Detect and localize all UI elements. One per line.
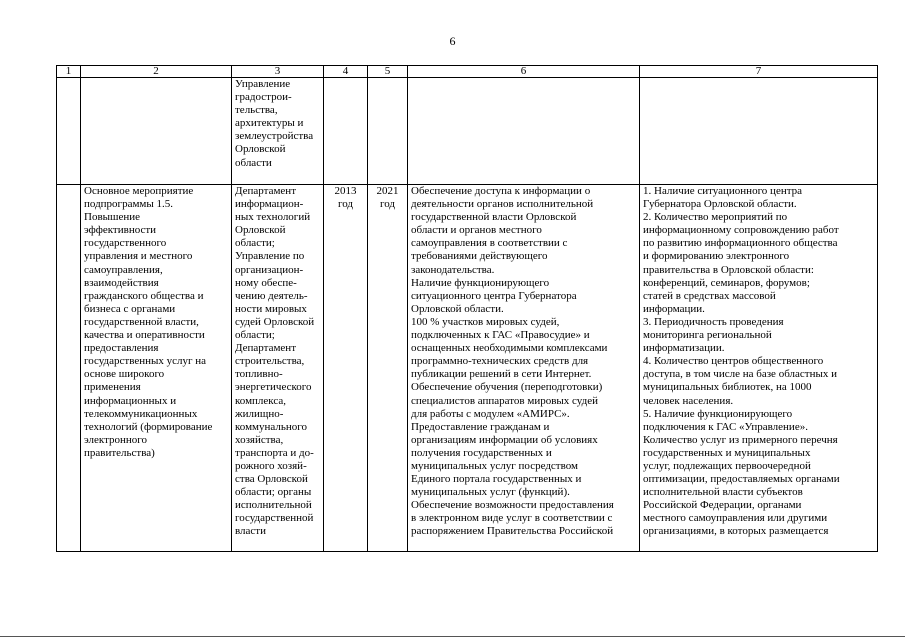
cell-activity <box>81 78 232 185</box>
cell-end-year: 2021 год <box>368 185 408 552</box>
column-number-row <box>57 66 878 78</box>
table-row <box>57 185 878 552</box>
table-row <box>57 78 878 185</box>
cell-expected-result: Обеспечение доступа к информации о деятельности органов исполнительной государственной власти Орловской области и органов местного самоуправления в соответствии с требованиями действующего законодательства. Наличие функционирующего ситуационного центра Губернатора Орловской области. 100 % участков мировых судей, подключенных к ГАС «Правосудие» и оснащенных необходимыми комплексами программно-технических средств для публикации решений в сети Интернет. Обеспечение обучения (переподготовки) специалистов аппаратов мировых судей для работы с модулем «АМИРС». Предоставление гражданам и организациям информации об условиях получения государственных и муниципальных услуг посредством Единого портала государственных и муниципальных услуг (функций). Обеспечение возможности предоставления в электронном виде услуг в соответствии с распоряжением Правительства Российской <box>408 185 640 552</box>
column-number-4: 4 <box>324 66 368 78</box>
cell-executor: Департамент информацион- ных технологий Орловской области; Управление по организацион- ному обеспе- чению деятель- ности мировых судей Орловской области; Департамент строительства, топливно- энергетического комплекса, жилищно- коммунального хозяйства, транспорта и до- рожного хозяй- ства Орловской области; органы исполнительной государственной власти <box>232 185 324 552</box>
column-number-1: 1 <box>57 66 81 78</box>
program-table <box>56 65 878 552</box>
cell-expected-result <box>408 78 640 185</box>
column-number-5: 5 <box>368 66 408 78</box>
cell-start-year: 2013 год <box>324 185 368 552</box>
cell-activity: Основное мероприятие подпрограммы 1.5. Повышение эффективности государственного управления и местного самоуправления, взаимодействия гражданского общества и бизнеса с органами государственной власти, качества и оперативности предоставления государственных услуг на основе широкого применения информационных и телекоммуникационных технологий (формирование электронного правительства) <box>81 185 232 552</box>
column-number-6: 6 <box>408 66 640 78</box>
cell-indicators: 1. Наличие ситуационного центра Губернатора Орловской области. 2. Количество мероприятий по информационному сопровождению работ по развитию информационного общества и формированию электронного правительства в Орловской области: конференций, семинаров, форумов; статей в средствах массовой информации. 3. Периодичность проведения мониторинга региональной информатизации. 4. Количество центров общественного доступа, в том числе на базе областных и муниципальных библиотек, на 1000 человек населения. 5. Наличие функционирующего подключения к ГАС «Управление». Количество услуг из примерного перечня государственных и муниципальных услуг, подлежащих первоочередной оптимизации, предоставляемых органами исполнительной власти субъектов Российской Федерации, органами местного самоуправления или другими организациями, в которых размещается <box>640 185 878 552</box>
column-number-2: 2 <box>81 66 232 78</box>
column-number-7: 7 <box>640 66 878 78</box>
cell-executor: Управление градострои- тельства, архитектуры и землеустройства Орловской области <box>232 78 324 185</box>
cell-number <box>57 185 81 552</box>
cell-end-year <box>368 78 408 185</box>
cell-indicators <box>640 78 878 185</box>
cell-start-year <box>324 78 368 185</box>
page-number: 6 <box>449 34 456 48</box>
column-number-3: 3 <box>232 66 324 78</box>
page-edge-line <box>0 636 905 637</box>
cell-number <box>57 78 81 185</box>
